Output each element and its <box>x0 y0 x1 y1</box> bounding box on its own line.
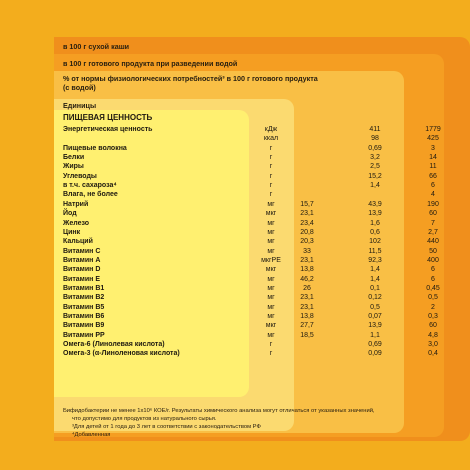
table-row <box>63 145 463 153</box>
row-label: Жиры <box>63 163 84 171</box>
row-dry: 66 <box>429 172 437 180</box>
footnote-1: Бифидобактерии не менее 1х10⁶ КОЕ/г. Результаты химического анализа могут отличаться от указанных значений, <box>63 408 375 414</box>
row-label: Витамин В1 <box>63 284 105 292</box>
row-prepared: 0,5 <box>370 303 380 311</box>
table-row <box>63 341 463 349</box>
table-row <box>63 229 463 237</box>
row-label: Витамин В6 <box>63 313 105 320</box>
row-unit: г <box>269 163 273 171</box>
header-dry: в 100 г сухой каши <box>63 42 130 51</box>
row-prepared: 0,69 <box>368 144 382 152</box>
row-label: Йод <box>63 210 77 218</box>
row-prepared: 0,09 <box>368 350 382 358</box>
row-prepared: 92,3 <box>368 256 382 264</box>
row-label: Омега-3 (α-Линоленовая кислота) <box>63 350 180 358</box>
row-prepared: 0,6 <box>370 228 380 236</box>
table-row <box>63 313 463 321</box>
row-label: Витамин РР <box>63 331 105 339</box>
row-prepared: 102 <box>369 238 381 246</box>
row-percent: 15,7 <box>300 200 314 208</box>
table-row <box>63 322 463 330</box>
row-unit: мкг <box>265 210 277 218</box>
row-unit: г <box>269 182 273 190</box>
row-dry: 0,3 <box>428 313 438 320</box>
table-row <box>63 285 463 293</box>
row-unit: г <box>269 172 273 180</box>
row-prepared: 13,9 <box>368 210 382 218</box>
table-row <box>63 163 463 171</box>
table-row <box>63 173 463 181</box>
row-dry: 6 <box>431 182 435 190</box>
table-row <box>63 294 463 302</box>
row-dry: 400 <box>427 256 439 264</box>
row-prepared: 0,1 <box>370 284 380 292</box>
row-unit: мкгРЕ <box>261 256 281 264</box>
row-prepared: 3,2 <box>370 154 380 162</box>
row-dry: 1779 <box>425 126 441 133</box>
row-label: Белки <box>63 154 85 162</box>
row-unit: кДж <box>264 126 278 133</box>
table-row <box>63 257 463 265</box>
row-percent: 23,1 <box>300 256 314 264</box>
table-row <box>63 201 463 209</box>
row-percent: 23,1 <box>300 303 314 311</box>
row-label: Влага, не более <box>63 191 118 199</box>
row-dry: 60 <box>429 210 437 218</box>
row-prepared: 1,1 <box>370 331 380 339</box>
row-prepared: 43,9 <box>368 200 382 208</box>
header-percent: % от нормы физиологических потребностей³ в 100 г готового продукта <box>63 74 318 83</box>
table-row <box>63 210 463 218</box>
row-unit: мкг <box>265 266 277 274</box>
row-percent: 13,8 <box>300 266 314 274</box>
row-prepared: 1,4 <box>370 266 380 274</box>
row-prepared: 0,07 <box>368 313 382 320</box>
row-dry: 7 <box>431 219 435 227</box>
row-unit: мг <box>267 228 275 236</box>
row-dry: 4,8 <box>428 331 438 339</box>
table-row <box>63 154 463 162</box>
row-unit: мг <box>267 284 275 292</box>
row-label: Кальций <box>63 238 93 246</box>
row-unit: ккал <box>263 135 279 143</box>
row-label: Энергетическая ценность <box>63 126 153 133</box>
row-unit: мг <box>267 247 275 255</box>
table-row <box>63 248 463 256</box>
row-unit: мг <box>267 313 275 320</box>
row-label: Железо <box>63 219 90 227</box>
row-dry: 3,0 <box>428 341 438 349</box>
row-dry: 3 <box>431 144 435 152</box>
row-label: Витамин В9 <box>63 322 105 330</box>
table-row <box>63 332 463 340</box>
row-prepared: 15,2 <box>368 172 382 180</box>
row-label: Пищевые волокна <box>63 144 127 152</box>
row-unit: мг <box>267 294 275 302</box>
row-unit: г <box>269 191 273 199</box>
header-prepared: в 100 г готового продукта при разведении водой <box>63 59 238 68</box>
row-prepared: 411 <box>369 126 381 133</box>
row-label: Омега-6 (Линолевая кислота) <box>63 341 165 349</box>
row-dry: 2 <box>431 303 435 311</box>
table-row <box>63 276 463 284</box>
row-percent: 20,8 <box>300 228 314 236</box>
row-unit: мг <box>267 200 275 208</box>
row-label: Цинк <box>63 228 81 236</box>
row-dry: 440 <box>427 238 439 246</box>
table-row <box>63 126 463 134</box>
section-title: ПИЩЕВАЯ ЦЕННОСТЬ <box>63 113 153 122</box>
table-row <box>63 238 463 246</box>
row-label: в т.ч. сахароза⁴ <box>63 182 117 190</box>
row-dry: 11 <box>429 163 437 171</box>
row-dry: 0,4 <box>428 350 438 358</box>
row-unit: г <box>269 350 273 358</box>
row-percent: 23,1 <box>300 210 314 218</box>
row-dry: 6 <box>431 275 435 283</box>
table-row <box>63 220 463 228</box>
footnote-4: ⁴Добавленная <box>72 432 111 438</box>
row-dry: 60 <box>429 322 437 330</box>
footnote-3: ³Для детей от 1 года до 3 лет в соответствии с законодательством РФ <box>72 424 261 430</box>
row-percent: 20,3 <box>300 238 314 246</box>
row-prepared: 13,9 <box>368 322 382 330</box>
row-unit: мг <box>267 303 275 311</box>
row-dry: 4 <box>431 191 435 199</box>
row-percent: 27,7 <box>300 322 314 330</box>
row-unit: г <box>269 144 273 152</box>
row-unit: мг <box>267 331 275 339</box>
row-dry: 2,7 <box>428 228 438 236</box>
row-percent: 26 <box>303 284 311 292</box>
row-prepared: 98 <box>371 135 379 143</box>
row-unit: г <box>269 341 273 349</box>
row-percent: 23,1 <box>300 294 314 302</box>
row-prepared: 2,5 <box>370 163 380 171</box>
row-unit: мкг <box>265 322 277 330</box>
row-dry: 6 <box>431 266 435 274</box>
table-row <box>63 191 463 199</box>
row-label: Витамин А <box>63 256 101 264</box>
row-label: Углеводы <box>63 172 97 180</box>
row-unit: мг <box>267 219 275 227</box>
row-prepared: 1,6 <box>370 219 380 227</box>
row-unit: мг <box>267 275 275 283</box>
row-dry: 0,45 <box>426 284 440 292</box>
table-row <box>63 266 463 274</box>
row-dry: 0,5 <box>428 294 438 302</box>
row-unit: мг <box>267 238 275 246</box>
header-percent-cont: (с водой) <box>63 83 96 92</box>
row-dry: 14 <box>429 154 437 162</box>
row-unit: г <box>269 154 273 162</box>
row-percent: 33 <box>303 247 311 255</box>
row-percent: 18,5 <box>300 331 314 339</box>
row-prepared: 0,69 <box>368 341 382 349</box>
row-dry: 190 <box>427 200 439 208</box>
row-percent: 46,2 <box>300 275 314 283</box>
row-label: Витамин С <box>63 247 101 255</box>
row-percent: 13,8 <box>300 313 314 320</box>
table-row <box>63 182 463 190</box>
row-label: Витамин В2 <box>63 294 105 302</box>
row-prepared: 1,4 <box>370 275 380 283</box>
footnote-2: что допустимо для продуктов из натурального сырья. <box>72 416 217 422</box>
row-label: Витамин D <box>63 266 101 274</box>
row-label: Витамин В5 <box>63 303 105 311</box>
row-dry: 425 <box>427 135 439 143</box>
row-label: Витамин Е <box>63 275 101 283</box>
row-percent: 23,4 <box>300 219 314 227</box>
table-row <box>63 135 463 143</box>
table-row <box>63 304 463 312</box>
row-prepared: 11,5 <box>368 247 382 255</box>
header-units: Единицы <box>63 101 97 110</box>
row-label: Натрий <box>63 200 89 208</box>
row-prepared: 1,4 <box>370 182 380 190</box>
row-prepared: 0,12 <box>368 294 382 302</box>
table-row <box>63 350 463 358</box>
row-dry: 50 <box>429 247 437 255</box>
